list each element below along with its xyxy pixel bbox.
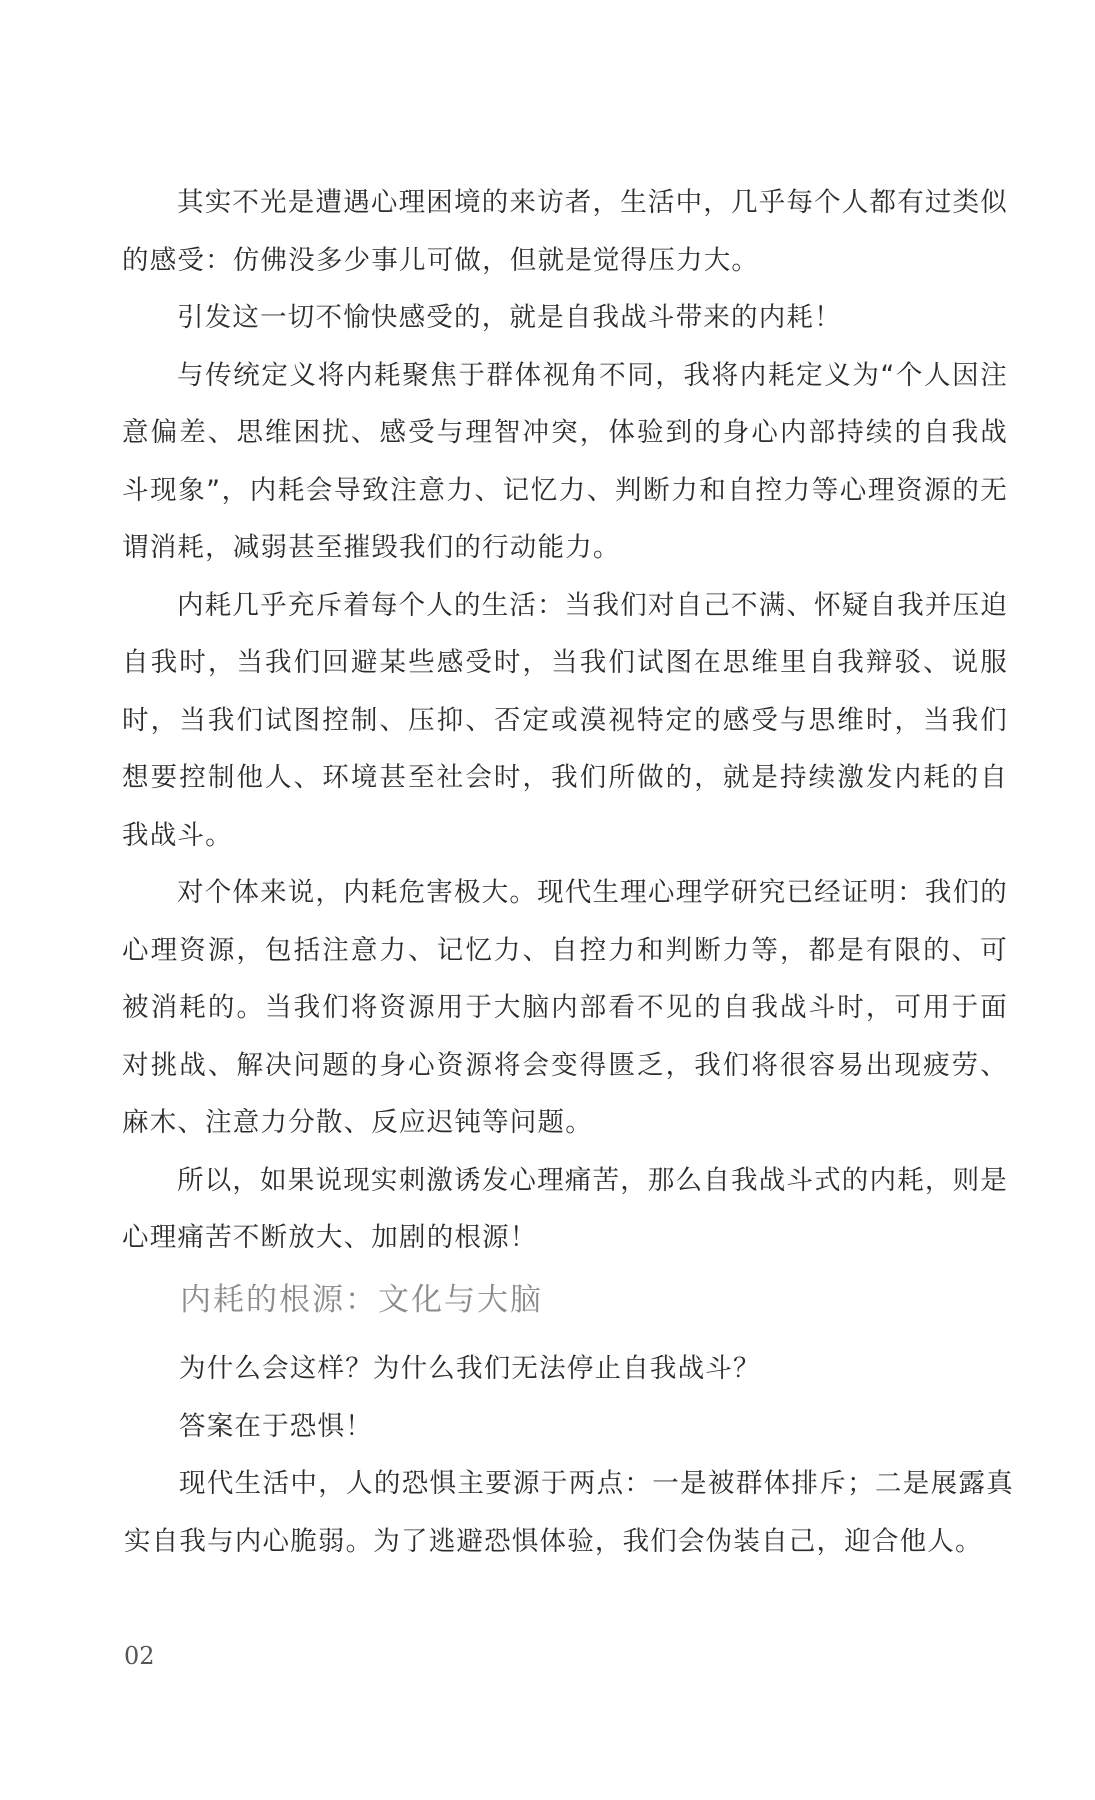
- body-text-bottom: [124, 1340, 1014, 1570]
- paragraph: 引发这一切不愉快感受的，就是自我战斗带来的内耗！: [177, 302, 842, 333]
- paragraph: 内耗几乎充斥着每个人的生活：当我们对自己不满、怀疑自我并压迫自我时，当我们回避某些感受时，当我们试图在思维里自我辩驳、说服时，当我们试图控制、压抑、否定或漠视特定的感受与思维时，当我们想要控制他人、环境甚至社会时，我们所做的，就是持续激发内耗的自我战斗。: [122, 589, 1008, 851]
- paragraph: 答案在于恐惧！: [179, 1410, 373, 1442]
- paragraph: 对个体来说，内耗危害极大。现代生理心理学研究已经证明：我们的心理资源，包括注意力、记忆力、自控力和判断力等，都是有限的、可被消耗的。当我们将资源用于大脑内部看不见的自我战斗时，可用于面对挑战、解决问题的身心资源将会变得匮乏，我们将很容易出现疲劳、麻木、注意力分散、反应迟钝等问题。: [122, 877, 1008, 1138]
- paragraph: 与传统定义将内耗聚焦于群体视角不同，我将内耗定义为“个人因注意偏差、思维困扰、感受与理智冲突，体验到的身心内部持续的自我战斗现象”，内耗会导致注意力、记忆力、判断力和自控力等心理资源的无谓消耗，减弱甚至摧毁我们的行动能力。: [122, 359, 1008, 563]
- page-number: 02: [124, 1642, 155, 1670]
- body-text-top: [122, 174, 1008, 1267]
- paragraph: 所以，如果说现实刺激诱发心理痛苦，那么自我战斗式的内耗，则是心理痛苦不断放大、加剧的根源！: [122, 1164, 1008, 1253]
- paragraph: 其实不光是遭遇心理困境的来访者，生活中，几乎每个人都有过类似的感受：仿佛没多少事儿可做，但就是觉得压力大。: [122, 187, 1008, 276]
- section-heading: 内耗的根源：文化与大脑: [180, 1282, 543, 1318]
- paragraph: 现代生活中，人的恐惧主要源于两点：一是被群体排斥；二是展露真实自我与内心脆弱。为了逃避恐惧体验，我们会伪装自己，迎合他人。: [124, 1468, 1014, 1557]
- paragraph: 为什么会这样？为什么我们无法停止自我战斗？: [179, 1353, 761, 1384]
